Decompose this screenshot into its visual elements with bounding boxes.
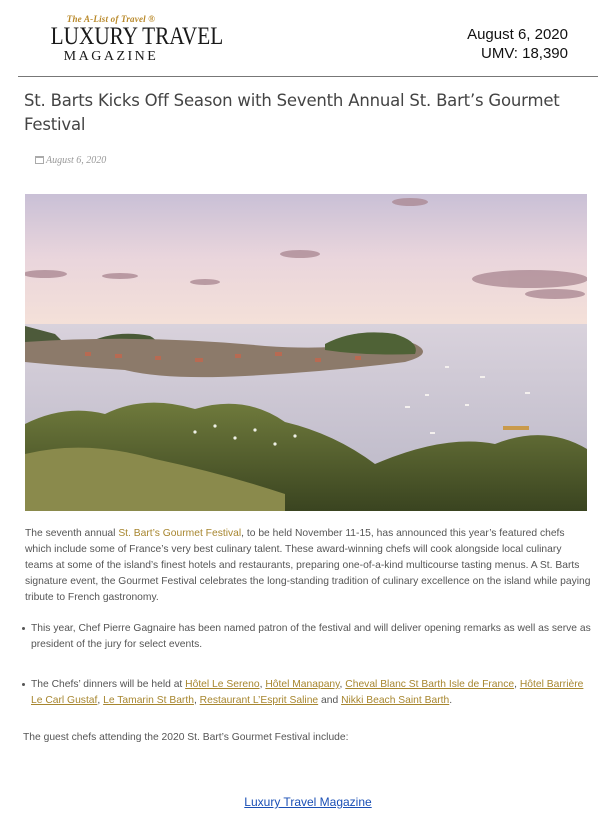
article-intro: [25, 526, 591, 606]
sky: [25, 194, 587, 334]
separator: ,: [259, 679, 266, 690]
dateline-text: August 6, 2020: [46, 155, 107, 166]
masthead: [0, 0, 616, 78]
separator: and: [318, 695, 342, 706]
bullet-list-venues: [22, 677, 596, 709]
venue-link-manapany[interactable]: Hôtel Manapany: [265, 679, 340, 690]
clip-date: August 6, 2020: [467, 26, 568, 43]
intro-text-rest: , to be held November 11-15, has announced this year’s featured chefs which include some of France’s very best culinary talent. These award-winning chefs will cook alongside local culinary teams at some of the island’s finest hotels and restaurants, preparing one-of-a-kind multicourse tasting menus. A St. Barts signature event, the Gourmet Festival celebrates the long-standing tradition of culinary excellence on the island while paying tribute to French gastronomy.: [25, 528, 591, 603]
venues-intro: The Chefs’ dinners will be held at: [31, 679, 186, 690]
article-title: St. Barts Kicks Off Season with Seventh Annual St. Bart’s Gourmet Festival: [24, 91, 560, 134]
header-divider: [18, 76, 598, 77]
bullet-list-patron: [22, 621, 596, 653]
logo-sub: MAGAZINE: [63, 49, 159, 64]
article-dateline: [35, 155, 106, 166]
separator: ,: [514, 679, 520, 690]
clip-meta: [467, 25, 568, 63]
venue-link-nikki-beach[interactable]: Nikki Beach Saint Barth: [341, 695, 450, 706]
venue-link-esprit-saline[interactable]: Restaurant L’Esprit Saline: [199, 695, 319, 706]
logo-tagline: The A-List of Travel ®: [66, 14, 156, 24]
intro-text-start: The seventh annual: [25, 528, 119, 539]
separator: ,: [97, 695, 104, 706]
luxury-travel-magazine-link[interactable]: Luxury Travel Magazine: [244, 795, 372, 809]
separator: ,: [193, 695, 200, 706]
umv-count: UMV: 18,390: [481, 45, 568, 62]
separator: ,: [339, 679, 346, 690]
venue-link-carl-gustaf[interactable]: Hôtel Barrière Le Carl Gustaf: [31, 679, 584, 706]
venue-link-le-sereno[interactable]: Hôtel Le Sereno: [185, 679, 260, 690]
bullet-venues: [22, 677, 596, 709]
logo-main: LUXURY TRAVEL: [50, 23, 224, 50]
calendar-icon: [35, 156, 44, 164]
guest-chefs-intro: The guest chefs attending the 2020 St. Bart’s Gourmet Festival include:: [23, 732, 349, 743]
gourmet-festival-link[interactable]: St. Bart’s Gourmet Festival: [118, 528, 242, 539]
separator: .: [449, 695, 453, 706]
venue-link-le-tamarin[interactable]: Le Tamarin St Barth: [103, 695, 194, 706]
venue-link-cheval-blanc[interactable]: Cheval Blanc St Barth Isle de France: [345, 679, 515, 690]
hero-image-gustavia-harbor: [25, 194, 587, 511]
footer: [0, 795, 616, 809]
luxury-travel-magazine-logo[interactable]: [40, 14, 224, 64]
bullet-patron: This year, Chef Pierre Gagnaire has been named patron of the festival and will deliver opening remarks as well as serve as president of the jury for select events.: [22, 621, 596, 653]
